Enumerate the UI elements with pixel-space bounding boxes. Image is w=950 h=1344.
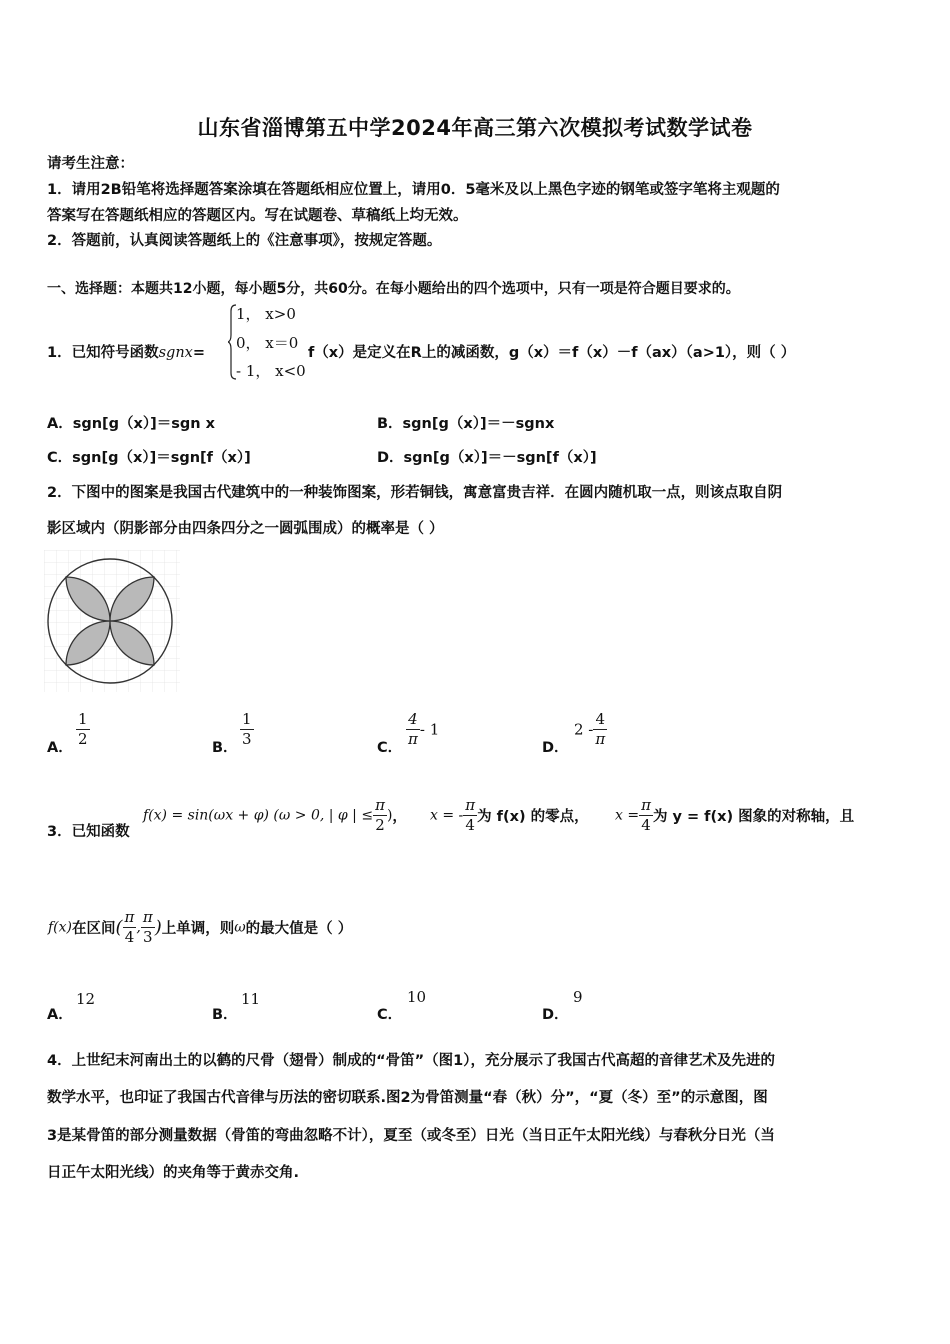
q2-d-den: π	[595, 730, 606, 748]
q3-option-d: 9	[573, 988, 583, 1006]
notice-item-1-line-1: 1．请用2B铅笔将选择题答案涂填在答题纸相应位置上，请用0．5毫米及以上黑色字迹的钢笔或签字笔将主观题的	[47, 182, 780, 198]
q4-line-3: 3是某骨笛的部分测量数据（骨笛的弯曲忽略不计），夏至（或冬至）日光（当日正午太阳光线）与春秋分日光（当	[47, 1128, 775, 1144]
q4-line-2: 数学水平，也印证了我国古代音律与历法的密切联系.图2为骨笛测量“春（秋）分”，“夏（冬）至”的示意图，图	[47, 1090, 768, 1106]
q1-case-1: 1， x>0	[236, 305, 296, 323]
q3-option-c-label: C．	[377, 1007, 403, 1023]
q1-option-a: A．sgn[g（x）]＝sgn x	[47, 416, 216, 432]
q1-option-d: D．sgn[g（x）]＝－sgn[f（x）]	[377, 450, 597, 466]
q2-line-1: 2．下图中的图案是我国古代建筑中的一种装饰图案，形若铜钱，寓意富贵吉祥．在圆内随机取一点，则该点取自阴	[47, 485, 783, 501]
q2-c-num: 4	[406, 710, 420, 730]
q3-option-b-label: B．	[212, 1007, 238, 1023]
q1-case-3: - 1， x<0	[236, 362, 306, 380]
q3-axis-expr: x = $\frac{\pi}{4}$ 为 y = f(x) 图象的对称轴，且	[615, 796, 855, 834]
q3-option-a: 12	[76, 990, 96, 1008]
notice-item-2: 2．答题前，认真阅读答题纸上的《注意事项》，按规定答题。	[47, 233, 442, 249]
q3-option-b: 11	[241, 990, 261, 1008]
q2-option-d-expr	[574, 710, 607, 749]
q2-c-tail: - 1	[419, 720, 440, 739]
q1-case-2: 0， x＝0	[236, 334, 299, 352]
q3-line-2: f(x)在区间( $\frac{\pi}{4}$ , $\frac{\pi}{3}$ )上单调，则ω的最大值是（ ）	[48, 908, 353, 946]
q1-body: f（x）是定义在R上的减函数，g（x）＝f（x）－f（ax）（a>1），则（ ）	[308, 345, 796, 361]
q2-c-den: π	[408, 730, 418, 748]
q1-option-b: B．sgn[g（x）]＝－sgnx	[377, 416, 555, 432]
q2-option-b-fraction	[240, 710, 254, 749]
notice-heading: 请考生注意：	[47, 156, 134, 172]
q2-d-head: 2 -	[574, 720, 594, 739]
page-title: 山东省淄博第五中学2024年高三第六次模拟考试数学试卷	[197, 116, 753, 140]
q4-line-4: 日正午太阳光线）的夹角等于黄赤交角.	[47, 1165, 300, 1181]
q3-option-d-label: D．	[542, 1007, 569, 1023]
q1-option-c: C．sgn[g（x）]＝sgn[f（x）]	[47, 450, 251, 466]
notice-item-1-line-2: 答案写在答题纸相应的答题区内。写在试题卷、草稿纸上均无效。	[47, 208, 468, 224]
q2-b-den: 3	[242, 730, 252, 748]
q2-a-den: 2	[78, 730, 88, 748]
q2-option-a-fraction	[76, 710, 90, 749]
q3-zero-expr: x = - $\frac{\pi}{4}$ 为 f(x) 的零点，	[430, 796, 589, 834]
q3-prefix: 3．已知函数	[47, 824, 130, 840]
q2-option-d-label: D．	[542, 740, 569, 756]
q3-option-c: 10	[407, 988, 427, 1006]
q2-option-b-label: B．	[212, 740, 238, 756]
q2-option-c-label: C．	[377, 740, 403, 756]
copper-coin-figure	[44, 550, 180, 692]
q3-pi: π	[375, 796, 385, 814]
q2-line-2: 影区域内（阴影部分由四条四分之一圆弧围成）的概率是（ ）	[47, 521, 444, 537]
section-heading: 一、选择题：本题共12小题，每小题5分，共60分。在每小题给出的四个选项中，只有一项是符合题目要求的。	[47, 281, 740, 297]
q2-a-num: 1	[78, 710, 88, 728]
q3-two: 2	[375, 816, 385, 834]
q1-piecewise-cases	[228, 303, 308, 381]
q3-option-a-label: A．	[47, 1007, 73, 1023]
q2-d-num: 4	[593, 710, 607, 730]
q3-function-expr: f(x) = sin(ωx + φ) (ω > 0, | φ | ≤ $\frac{\pi}{2}$ )，	[143, 796, 407, 834]
q4-line-1: 4．上世纪末河南出土的以鹤的尺骨（翅骨）制成的“骨笛”（图1），充分展示了我国古代高超的音律艺术及先进的	[47, 1053, 775, 1069]
q2-option-a-label: A．	[47, 740, 73, 756]
q2-b-num: 1	[242, 710, 252, 728]
q2-option-c-expr	[406, 710, 439, 749]
q1-prefix: 1．已知符号函数sgnx=	[47, 345, 205, 361]
